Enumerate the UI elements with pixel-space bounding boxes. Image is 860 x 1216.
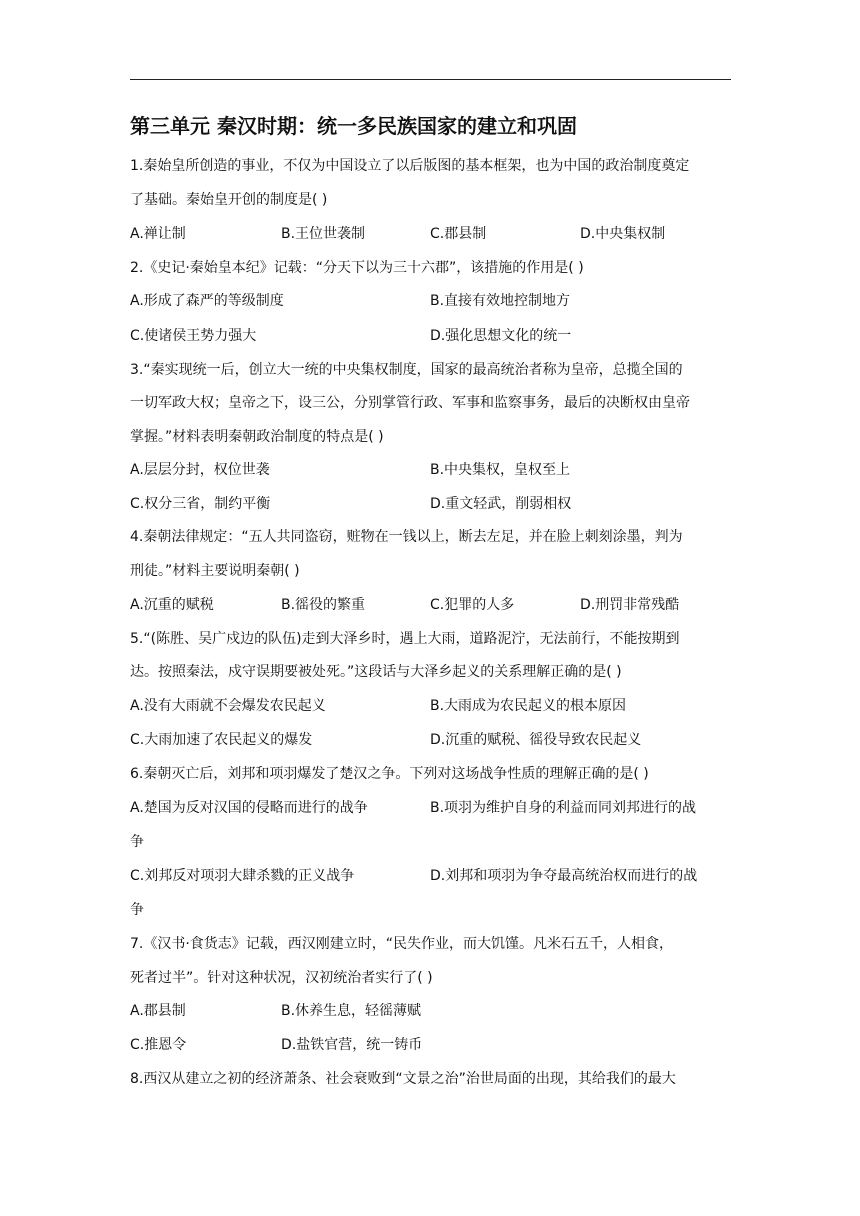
question-5-option-b: B.大雨成为农民起义的根本原因 [430, 698, 627, 714]
question-4-option-a: A.沉重的赋税 [130, 597, 214, 613]
question-3-line-2: 一切军政大权；皇帝之下，设三公，分别掌管行政、军事和监察事务，最后的决断权由皇帝 [130, 395, 690, 411]
question-7-option-d: D.盐铁官营，统一铸币 [281, 1037, 423, 1053]
question-3-option-c: C.权分三省，制约平衡 [130, 496, 271, 512]
question-1-line-2: 了基础。秦始皇开创的制度是( ) [130, 192, 328, 208]
header-rule [130, 79, 731, 80]
question-6-option-d: D.刘邦和项羽为争夺最高统治权而进行的战 [430, 868, 698, 884]
question-1-option-a: A.禅让制 [130, 226, 186, 242]
question-3-option-a: A.层层分封，权位世袭 [130, 462, 270, 478]
question-2-option-c: C.使诸侯王势力强大 [130, 328, 257, 344]
question-7-option-b: B.休养生息，轻徭薄赋 [281, 1003, 422, 1019]
question-7-option-c: C.推恩令 [130, 1037, 187, 1053]
question-7-line-1: 7.《汉书·食货志》记载，西汉刚建立时，“民失作业，而大饥馑。凡米石五千，人相食， [130, 936, 674, 952]
question-1-line-1: 1.秦始皇所创造的事业，不仅为中国设立了以后版图的基本框架，也为中国的政治制度奠定 [130, 158, 690, 174]
question-2-option-d: D.强化思想文化的统一 [430, 328, 572, 344]
question-6-option-b: B.项羽为维护自身的利益而同刘邦进行的战 [430, 800, 697, 816]
question-4-option-c: C.犯罪的人多 [430, 597, 515, 613]
question-3-line-3: 掌握。”材料表明秦朝政治制度的特点是( ) [130, 429, 384, 445]
question-6-line-1: 6.秦朝灭亡后，刘邦和项羽爆发了楚汉之争。下列对这场战争性质的理解正确的是( ) [130, 766, 649, 782]
question-7-option-a: A.郡县制 [130, 1003, 186, 1019]
question-3-option-b: B.中央集权，皇权至上 [430, 462, 571, 478]
question-8-line-1: 8.西汉从建立之初的经济萧条、社会衰败到“文景之治”治世局面的出现，其给我们的最大 [130, 1071, 676, 1087]
question-3-line-1: 3.“秦实现统一后，创立大一统的中央集权制度，国家的最高统治者称为皇帝，总揽全国的 [130, 362, 683, 378]
question-5-line-1: 5.“(陈胜、吴广戍边的队伍)走到大泽乡时，遇上大雨，道路泥泞，无法前行，不能按期到 [130, 631, 680, 647]
question-6-option-b-wrap: 争 [130, 834, 144, 850]
question-6-option-d-wrap: 争 [130, 902, 144, 918]
question-7-line-2: 死者过半”。针对这种状况，汉初统治者实行了( ) [130, 970, 433, 986]
question-3-option-d: D.重文轻武，削弱相权 [430, 496, 572, 512]
question-2-line-1: 2.《史记·秦始皇本纪》记载：“分天下以为三十六郡”，该措施的作用是( ) [130, 260, 584, 276]
question-5-option-d: D.沉重的赋税、徭役导致农民起义 [430, 732, 642, 748]
question-5-option-a: A.没有大雨就不会爆发农民起义 [130, 698, 326, 714]
unit-title: 第三单元 秦汉时期：统一多民族国家的建立和巩固 [130, 114, 577, 138]
question-1-option-d: D.中央集权制 [580, 226, 666, 242]
question-6-option-a: A.楚国为反对汉国的侵略而进行的战争 [130, 800, 368, 816]
question-5-line-2: 达。按照秦法，戍守误期要被处死。”这段话与大泽乡起义的关系理解正确的是( ) [130, 664, 622, 680]
question-1-option-c: C.郡县制 [430, 226, 487, 242]
question-5-option-c: C.大雨加速了农民起义的爆发 [130, 732, 313, 748]
question-2-option-b: B.直接有效地控制地方 [430, 293, 571, 309]
question-6-option-c: C.刘邦反对项羽大肆杀戮的正义战争 [130, 868, 355, 884]
question-4-line-1: 4.秦朝法律规定：“五人共同盗窃，赃物在一钱以上，断去左足，并在脸上刺刻涂墨，判为 [130, 529, 683, 545]
question-4-option-d: D.刑罚非常残酷 [580, 597, 680, 613]
question-2-option-a: A.形成了森严的等级制度 [130, 293, 284, 309]
question-1-option-b: B.王位世袭制 [281, 226, 366, 242]
question-4-line-2: 刑徒。”材料主要说明秦朝( ) [130, 563, 300, 579]
question-4-option-b: B.徭役的繁重 [281, 597, 366, 613]
